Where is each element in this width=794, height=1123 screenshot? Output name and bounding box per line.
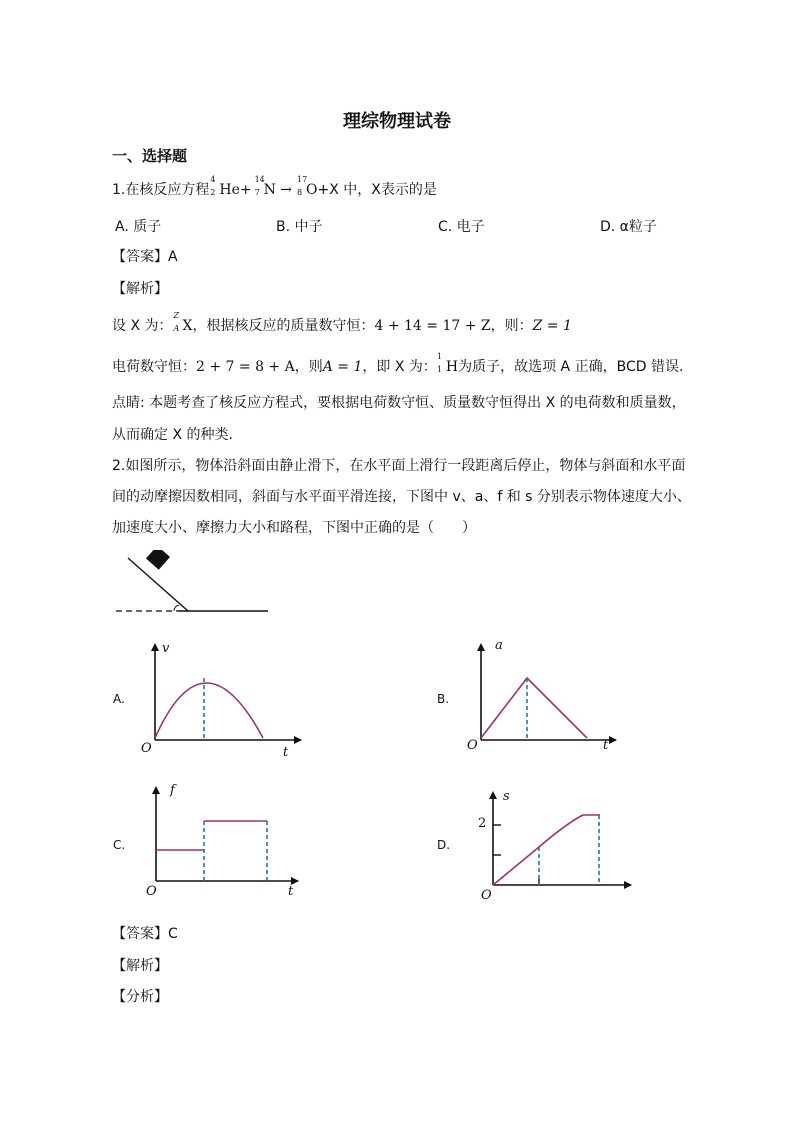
graph-a — [108, 638, 308, 763]
graph-c — [108, 783, 308, 908]
q2-stem-line2: 间的动摩擦因数相同，斜面与水平面平滑连接，下图中 v、a、f 和 s 分别表示物体速度大小、 — [112, 489, 691, 505]
q1-option-c: C. 电子 — [438, 219, 485, 235]
q1-option-b: B. 中子 — [276, 219, 323, 235]
graph-b-ylabel: a — [495, 638, 503, 653]
nuclide-h: 1 1 H — [436, 352, 459, 375]
q2-stem-line3: 加速度大小、摩擦力大小和路程，下图中正确的是（ ） — [112, 520, 476, 536]
graph-a-origin: O — [141, 741, 152, 756]
page-title: 理综物理试卷 — [343, 111, 451, 132]
velocity-curve — [155, 683, 263, 738]
nuclide-o: 17 8 O — [297, 175, 318, 198]
q1-option-a: A. 质子 — [115, 219, 162, 235]
graph-d-ylabel: s — [503, 789, 510, 804]
q1-analysis-label: 【解析】 — [112, 281, 168, 297]
graph-d-origin: O — [481, 888, 492, 903]
nuclide-he: 4 2 He — [210, 175, 240, 198]
q1-analysis-line2: 电荷数守恒：2 + 7 = 8 + A，则A = 1，即 X 为： 1 1 H为质子，故选项 A 正确，BCD 错误. — [112, 352, 684, 375]
q1-analysis-line1: 设 X 为： Z A X，根据核反应的质量数守恒：4 + 14 = 17 + Z，则：Z = 1 — [112, 311, 572, 334]
q2-answer: 【答案】C — [112, 926, 178, 942]
graph-a-label: A. — [113, 692, 125, 706]
q2-stem-line1: 2.如图所示，物体沿斜面由静止滑下，在水平面上滑行一段距离后停止，物体与斜面和水平面 — [112, 458, 686, 474]
distance-curve — [493, 815, 600, 885]
graph-c-ylabel: f — [170, 783, 175, 798]
q1-answer: 【答案】A — [112, 249, 178, 265]
graph-b-label: B. — [437, 692, 450, 706]
q2-fenxi-label: 【分析】 — [112, 989, 168, 1005]
graph-a-xlabel: t — [283, 745, 289, 760]
nuclide-n: 14 7 N — [254, 175, 276, 198]
graph-d-tick-label: 2 — [478, 816, 487, 831]
q1-option-d: D. α粒子 — [600, 219, 657, 235]
q1-prefix: 1.在核反应方程 — [112, 182, 210, 198]
q2-analysis-label: 【解析】 — [112, 958, 168, 974]
q1-note-line2: 从而确定 X 的种类. — [112, 427, 233, 443]
graph-b — [435, 638, 625, 763]
graph-d — [435, 783, 640, 908]
nuclide-x: Z A X — [173, 311, 193, 334]
graph-c-origin: O — [146, 884, 157, 899]
section-heading: 一、选择题 — [112, 147, 188, 165]
graph-a-ylabel: v — [162, 641, 170, 656]
q1-stem: 1.在核反应方程 4 2 He+ 14 7 N → 17 8 O+X 中，X表示的是 — [112, 175, 437, 198]
graph-b-xlabel: t — [603, 738, 609, 753]
q1-note-line1: 点睛: 本题考查了核反应方程式，要根据电荷数守恒、质量数守恒得出 X 的电荷数和质量数， — [112, 395, 686, 411]
acceleration-curve — [481, 678, 587, 738]
graph-d-label: D. — [437, 838, 451, 852]
graph-c-xlabel: t — [288, 884, 294, 899]
graph-c-label: C. — [113, 838, 126, 852]
graph-b-origin: O — [467, 738, 478, 753]
incline-diagram — [110, 550, 275, 616]
